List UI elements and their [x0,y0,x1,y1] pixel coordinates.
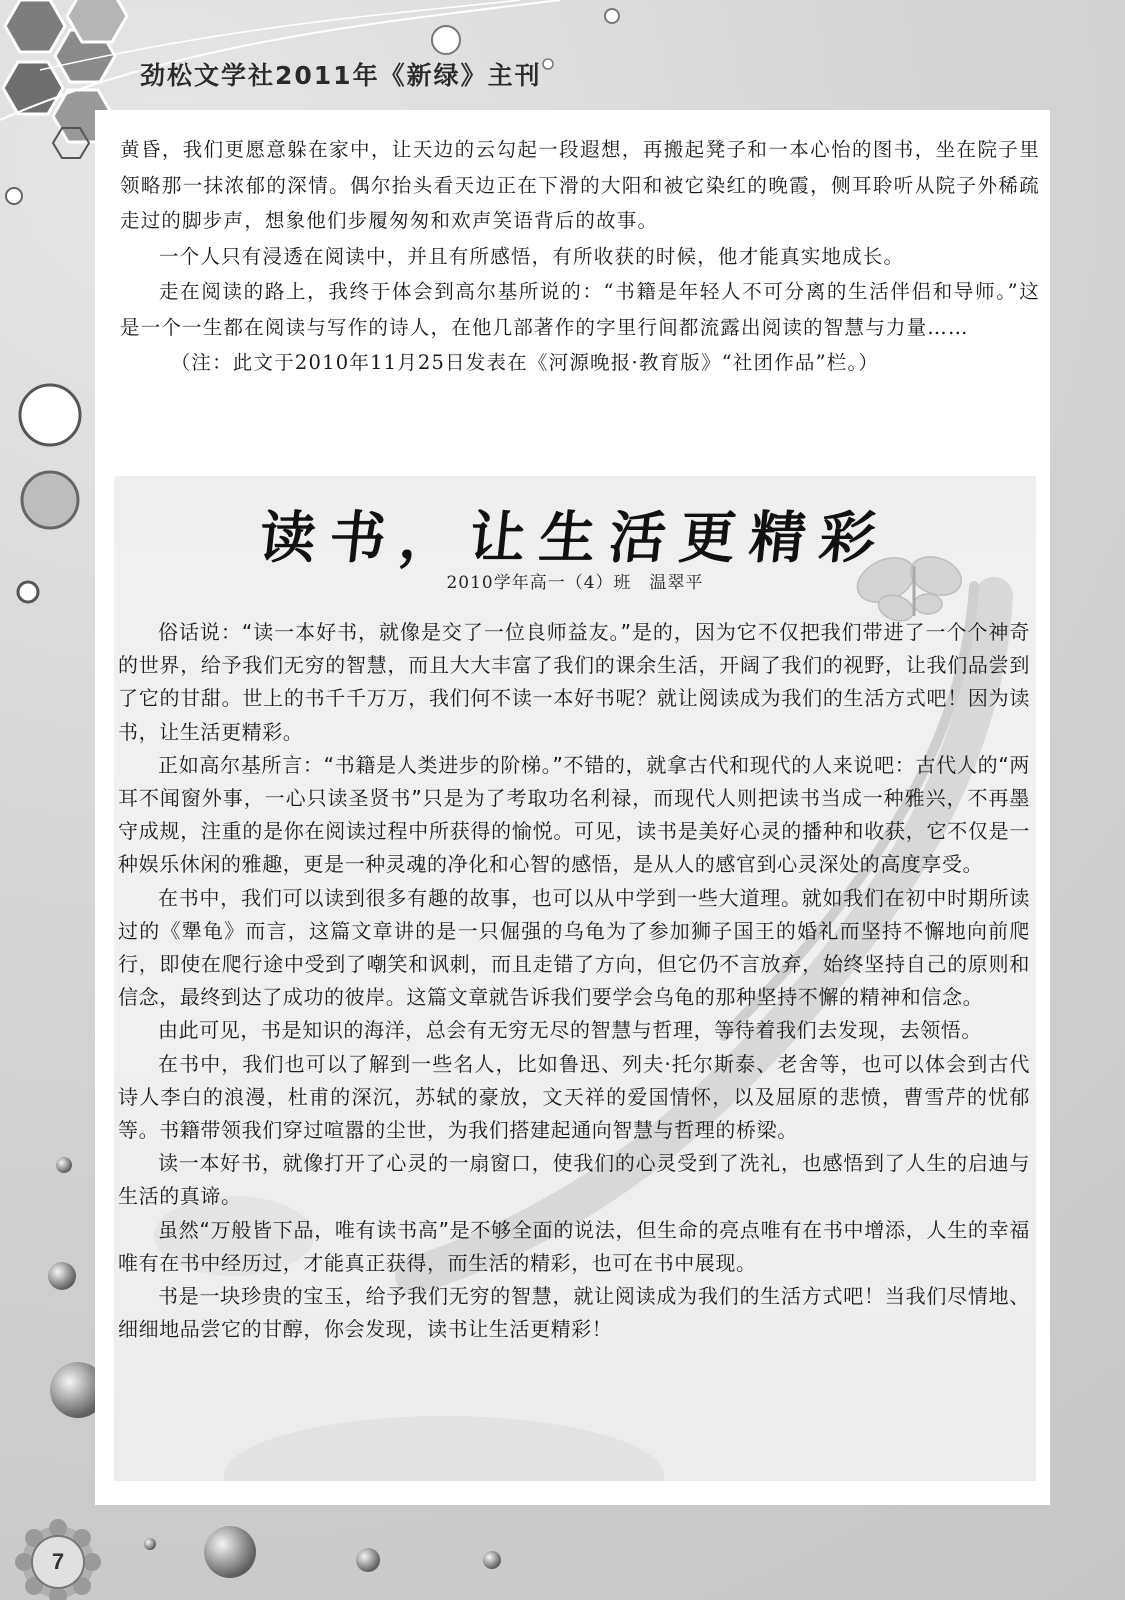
paragraph: 在书中，我们可以读到很多有趣的故事，也可以从中学到一些大道理。就如我们在初中时期所读过的《犟龟》而言，这篇文章讲的是一只倔强的乌龟为了参加狮子国王的婚礼而坚持不懈地向前爬行，即使在爬行途中受到了嘲笑和讽刺，而且走错了方向，但它仍不言放弃，始终坚持自己的原则和信念，最终到达了成功的彼岸。这篇文章就告诉我们要学会乌龟的那种坚持不懈的精神和信念。 [118,885,1030,1010]
page-number: 7 [51,1549,65,1574]
paragraph: 虽然“万般皆下品，唯有读书高”是不够全面的说法，但生命的亮点唯有在书中增添，人生的幸福唯有在书中经历过，才能真正获得，而生活的精彩，也可在书中展现。 [118,1217,1030,1275]
paragraph: 一个人只有浸透在阅读中，并且有所感悟，有所收获的时候，他才能真实地成长。 [159,244,905,268]
bubble-ornament [144,1538,156,1550]
bubble-ornament [204,1526,256,1578]
paragraph: 在书中，我们也可以了解到一些名人，比如鲁迅、列夫·托尔斯泰、老舍等，也可以体会到古代诗人李白的浪漫，杜甫的深沉，苏轼的豪放，文天祥的爱国情怀，以及屈原的悲愤，曹雪芹的忧郁等。书籍带领我们穿过喧嚣的尘世，为我们搭建起通向智慧与哲理的桥梁。 [118,1051,1030,1143]
circle-ornament [432,26,460,54]
article-body [118,616,1030,1346]
article-byline: 2010学年高一（4）班 温翠平 [446,573,704,593]
article-title: 读书，让生活更精彩 [256,505,894,571]
circle-ornament [605,9,619,23]
paragraph: 俗话说：“读一本好书，就像是交了一位良师益友。”是的，因为它不仅把我们带进了一个个神奇的世界，给予我们无穷的智慧，而且大大丰富了我们的课余生活，开阔了我们的视野，让我们品尝到了它的甘甜。世上的书千千万万，我们何不读一本好书呢？就让阅读成为我们的生活方式吧！因为读书，让生活更精彩。 [118,620,1030,744]
hexagon-shape [5,0,65,52]
paragraph: 读一本好书，就像打开了心灵的一扇窗口，使我们的心灵受到了洗礼，也感悟到了人生的启迪与生活的真谛。 [118,1151,1030,1209]
magazine-header-title: 劲松文学社2011年《新绿》主刊 [140,61,542,90]
circle-ornament [6,188,22,204]
previous-article-ending [120,132,1040,381]
article-section [114,476,1036,1481]
bubble-ornament [56,1157,72,1173]
circle-ornament [18,582,38,602]
circle-ornament [20,385,80,445]
paragraph: 走在阅读的路上，我终于体会到高尔基所说的：“书籍是年轻人不可分离的生活伴侣和导师。”这是一个一生都在阅读与写作的诗人，在他几部著作的字里行间都流露出阅读的智慧与力量…… [120,280,1040,339]
publication-note: （注：此文于2010年11月25日发表在《河源晚报·教育版》“社团作品”栏。） [170,351,880,374]
bubble-ornament [356,1548,380,1572]
paragraph: 由此可见，书是知识的海洋，总会有无穷无尽的智慧与哲理，等待着我们去发现，去领悟。 [158,1018,982,1043]
bubble-ornament [483,1551,501,1569]
paragraph: 书是一块珍贵的宝玉，给予我们无穷的智慧，就让阅读成为我们的生活方式吧！当我们尽情地、细细地品尝它的甘醇，你会发现，读书让生活更精彩！ [118,1284,1030,1342]
paragraph: 正如高尔基所言：“书籍是人类进步的阶梯。”不错的，就拿古代和现代的人来说吧：古代人的“两耳不闻窗外事，一心只读圣贤书”只是为了考取功名利禄，而现代人则把读书当成一种雅兴，不再墨守成规，注重的是你在阅读过程中所获得的愉悦。可见，读书是美好心灵的播种和收获，它不仅是一种娱乐休闲的雅趣，更是一种灵魂的净化和心智的感悟，是从人的感官到心灵深处的高度享受。 [118,752,1030,877]
circle-ornament [543,59,553,69]
bubble-ornament [48,1262,76,1290]
paragraph: 黄昏，我们更愿意躲在家中，让天边的云勾起一段遐想，再搬起凳子和一本心怡的图书，坐在院子里领略那一抹浓郁的深情。偶尔抬头看天边正在下滑的大阳和被它染红的晚霞，侧耳聆听从院子外稀疏走过的脚步声，想象他们步履匆匆和欢声笑语背后的故事。 [120,138,1040,232]
circle-ornament [22,472,78,528]
